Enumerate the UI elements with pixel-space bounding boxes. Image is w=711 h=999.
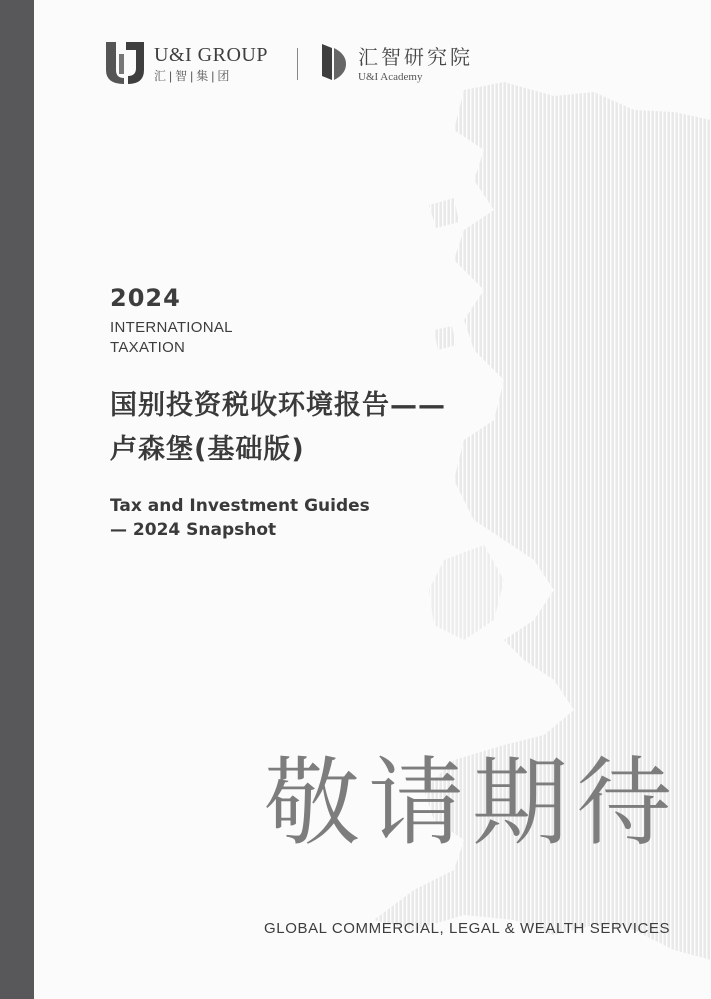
report-title-en-line2: — 2024 Snapshot [110,520,277,540]
ui-group-logo-icon [104,40,146,86]
report-title-en-line1: Tax and Investment Guides [110,496,370,516]
academy-name-cn: 汇智研究院 [358,45,473,69]
ui-academy-logo-icon [320,42,348,82]
report-year: 2024 [110,284,181,312]
report-title-cn [110,384,446,472]
report-cover [34,0,711,999]
academy-name-en: U&I Academy [358,71,423,83]
group-name-en: U&I GROUP [154,44,268,66]
group-name-cn: 汇|智|集|团 [154,69,233,83]
coming-soon-text: 敬请期待 [264,747,680,859]
logo-divider [297,48,298,80]
report-title-cn-line1: 国别投资税收环境报告—— [110,390,446,421]
series-label-line2: TAXATION [110,339,186,356]
report-title-cn-line2: 卢森堡(基础版) [110,434,305,465]
series-label-line1: INTERNATIONAL [110,319,233,336]
ui-group-wordmark [154,44,268,84]
report-title-en [110,494,370,542]
footer-tagline: GLOBAL COMMERCIAL, LEGAL & WEALTH SERVICES [264,920,671,937]
left-sidebar-band [0,0,34,999]
ui-academy-wordmark [358,46,473,84]
series-label [110,318,233,358]
